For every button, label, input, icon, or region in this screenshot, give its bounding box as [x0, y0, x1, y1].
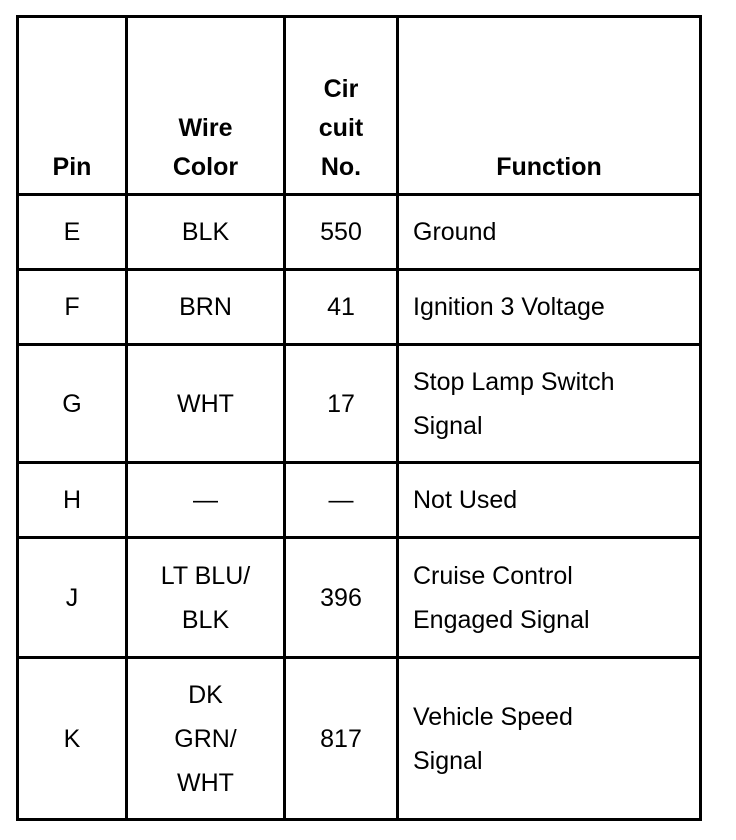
- header-pin: Pin: [18, 17, 127, 195]
- circuit-cell: 41: [285, 270, 398, 345]
- header-wire-color-line: Color: [172, 153, 239, 181]
- wire-color-cell: [127, 658, 285, 820]
- table-row: [18, 658, 701, 820]
- function-line: Signal: [413, 746, 483, 775]
- wire-color-line: BLK: [181, 605, 230, 634]
- wire-color-line: GRN/: [174, 724, 237, 753]
- circuit-cell: 817: [285, 658, 398, 820]
- header-circuit-line: No.: [320, 153, 362, 181]
- wire-color-cell: [127, 270, 285, 345]
- connector-pin-table: [16, 15, 702, 821]
- wire-color-line: LT BLU/: [160, 561, 251, 590]
- pin-cell: E: [18, 195, 127, 270]
- pin-cell: K: [18, 658, 127, 820]
- header-wire-color-line: Wire: [178, 114, 233, 142]
- circuit-cell: 550: [285, 195, 398, 270]
- circuit-cell: 17: [285, 345, 398, 463]
- header-circuit-no: [285, 17, 398, 195]
- wire-color-line: BLK: [181, 218, 230, 246]
- function-cell: [398, 270, 701, 345]
- circuit-cell: 396: [285, 538, 398, 658]
- function-line: Engaged Signal: [413, 605, 590, 634]
- wire-color-cell: [127, 463, 285, 538]
- header-circuit-line: Cir: [323, 75, 359, 103]
- wire-color-cell: [127, 195, 285, 270]
- wire-color-line: WHT: [177, 768, 234, 797]
- wire-color-line: —: [193, 486, 218, 514]
- function-line: Not Used: [413, 486, 518, 514]
- wire-color-line: BRN: [179, 293, 232, 321]
- table-row: [18, 270, 701, 345]
- header-wire-color: [127, 17, 285, 195]
- header-function: Function: [398, 17, 701, 195]
- function-cell: [398, 345, 701, 463]
- function-cell: [398, 195, 701, 270]
- table-row: [18, 463, 701, 538]
- function-line: Signal: [413, 411, 483, 440]
- table-row: [18, 538, 701, 658]
- header-row: [18, 17, 701, 195]
- pin-cell: F: [18, 270, 127, 345]
- function-line: Vehicle Speed: [413, 702, 573, 731]
- wire-color-cell: [127, 345, 285, 463]
- function-line: Ground: [413, 218, 497, 246]
- wire-color-cell: [127, 538, 285, 658]
- table-row: [18, 345, 701, 463]
- function-cell: [398, 538, 701, 658]
- circuit-cell: —: [285, 463, 398, 538]
- function-cell: [398, 658, 701, 820]
- pin-cell: G: [18, 345, 127, 463]
- function-cell: [398, 463, 701, 538]
- function-line: Stop Lamp Switch: [413, 367, 615, 396]
- header-circuit-line: cuit: [318, 114, 364, 142]
- table-row: [18, 195, 701, 270]
- pin-cell: J: [18, 538, 127, 658]
- wire-color-line: DK: [188, 680, 223, 709]
- function-line: Cruise Control: [413, 561, 573, 590]
- pin-cell: H: [18, 463, 127, 538]
- function-line: Ignition 3 Voltage: [413, 293, 605, 321]
- wire-color-line: WHT: [177, 389, 234, 418]
